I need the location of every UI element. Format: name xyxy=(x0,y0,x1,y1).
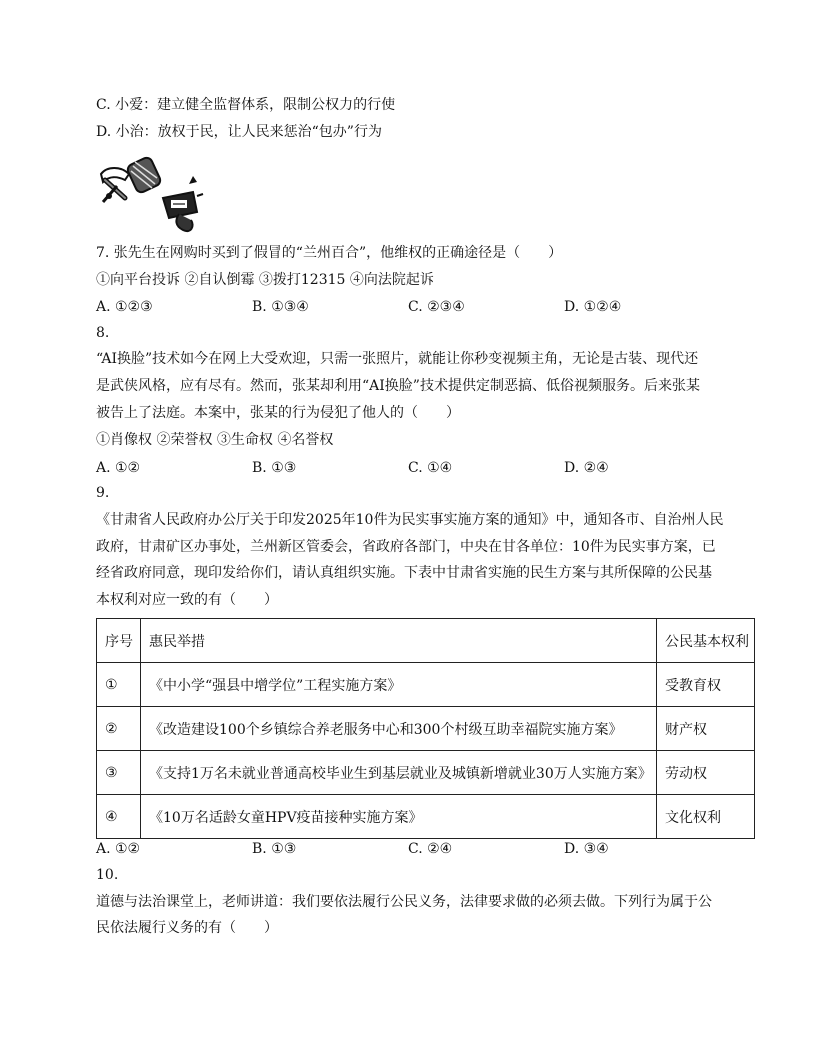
rights-table xyxy=(96,618,755,839)
q8-items: ①肖像权 ②荣誉权 ③生命权 ④名誉权 xyxy=(96,432,334,448)
table-row xyxy=(97,751,755,795)
option-c: C. 小爱：建立健全监督体系，限制公权力的行使 xyxy=(96,97,396,113)
table-header: 公民基本权利 xyxy=(657,619,755,663)
table-cell: 《中小学“强县中增学位”工程实施方案》 xyxy=(141,663,657,707)
table-header: 惠民举措 xyxy=(141,619,657,663)
q9-option-b: B. ①③ xyxy=(252,841,297,857)
q10-number: 10. xyxy=(96,867,119,883)
q9-option-c: C. ②④ xyxy=(408,841,453,857)
q8-line: “AI换脸”技术如今在网上大受欢迎，只需一张照片，就能让你秒变视频主角，无论是古装、现代还 xyxy=(96,351,699,367)
table-header: 序号 xyxy=(97,619,141,663)
table-header-row xyxy=(97,619,755,663)
table-cell: ① xyxy=(97,663,141,707)
q9-option-a: A. ①② xyxy=(96,841,141,857)
q8-option-d: D. ②④ xyxy=(564,460,609,476)
q10-line: 民依法履行义务的有（ ） xyxy=(96,920,278,936)
q8-option-b: B. ①③ xyxy=(252,460,297,476)
table-cell: 《支持1万名未就业普通高校毕业生到基层就业及城镇新增就业30万人实施方案》 xyxy=(141,751,657,795)
q7-option-b: B. ①③④ xyxy=(252,299,309,315)
q9-line: 政府，甘肃矿区办事处，兰州新区管委会，省政府各部门，中央在甘各单位：10件为民实事方案，已 xyxy=(96,539,716,555)
q10-line: 道德与法治课堂上，老师讲道：我们要依法履行公民义务，法律要求做的必须去做。下列行为属于公 xyxy=(96,894,712,910)
table-cell: 受教育权 xyxy=(657,663,755,707)
table-cell: ② xyxy=(97,707,141,751)
seal-stamp-icon xyxy=(163,176,203,231)
q8-line: 被告上了法庭。本案中，张某的行为侵犯了他人的（ ） xyxy=(96,405,460,421)
table-cell: 文化权利 xyxy=(657,795,755,839)
table-cell: 《10万名适龄女童HPV疫苗接种实施方案》 xyxy=(141,795,657,839)
q7-items: ①向平台投诉 ②自认倒霉 ③拨打12315 ④向法院起诉 xyxy=(96,272,434,288)
q9-line: 本权利对应一致的有（ ） xyxy=(96,592,278,608)
cartoon-illustration xyxy=(97,156,209,238)
q8-number: 8. xyxy=(96,325,110,341)
q8-line: 是武侠风格，应有尽有。然而，张某却利用“AI换脸”技术提供定制恶搞、低俗视频服务。后来张某 xyxy=(96,378,700,394)
q7-option-a: A. ①②③ xyxy=(96,299,153,315)
option-d: D. 小治：放权于民，让人民来惩治“包办”行为 xyxy=(96,124,382,140)
q9-option-d: D. ③④ xyxy=(564,841,609,857)
table-cell: 《改造建设100个乡镇综合养老服务中心和300个村级互助幸福院实施方案》 xyxy=(141,707,657,751)
q9-line: 《甘肃省人民政府办公厅关于印发2025年10件为民实事实施方案的通知》中，通知各市、自治州人民 xyxy=(96,512,724,528)
q9-number: 9. xyxy=(96,485,110,501)
table-cell: 劳动权 xyxy=(657,751,755,795)
table-row xyxy=(97,663,755,707)
table-row xyxy=(97,707,755,751)
table-row xyxy=(97,795,755,839)
q9-line: 经省政府同意，现印发给你们，请认真组织实施。下表中甘肃省实施的民生方案与其所保障的公民基 xyxy=(96,565,712,581)
q7-option-c: C. ②③④ xyxy=(408,299,465,315)
table-cell: ③ xyxy=(97,751,141,795)
roller-drum-icon xyxy=(101,156,162,202)
q7-stem: 7. 张先生在网购时买到了假冒的“兰州百合”，他维权的正确途径是（ ） xyxy=(96,245,563,261)
q8-option-c: C. ①④ xyxy=(408,460,453,476)
q8-option-a: A. ①② xyxy=(96,460,141,476)
table-cell: 财产权 xyxy=(657,707,755,751)
q7-option-d: D. ①②④ xyxy=(564,299,622,315)
table-cell: ④ xyxy=(97,795,141,839)
